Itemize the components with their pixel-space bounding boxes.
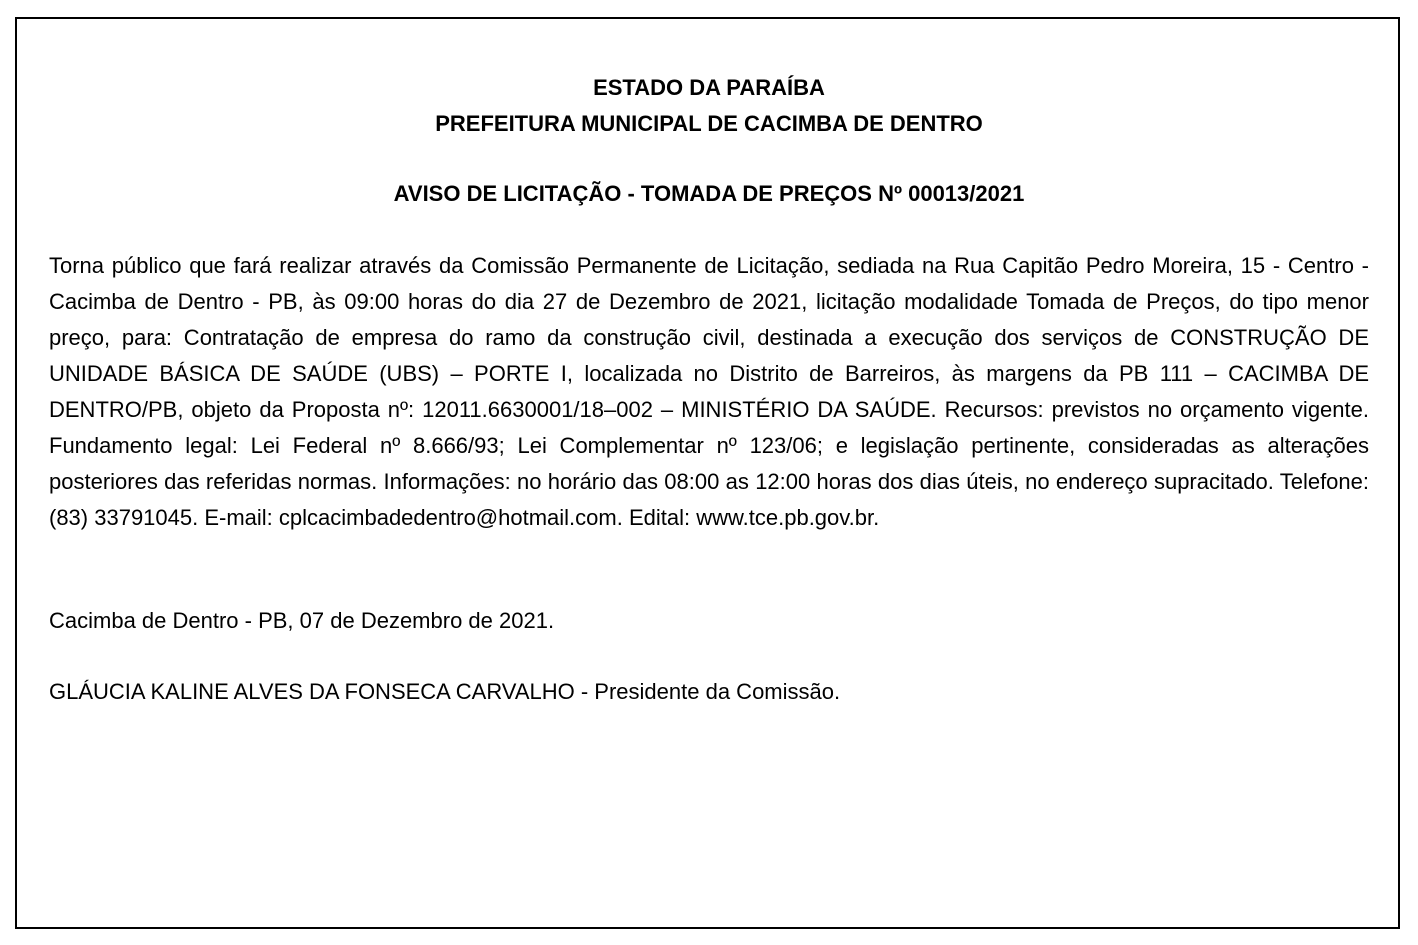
state-heading: ESTADO DA PARAÍBA <box>593 75 825 100</box>
place-and-date: Cacimba de Dentro - PB, 07 de Dezembro de 2021. <box>49 608 555 633</box>
municipality-heading: PREFEITURA MUNICIPAL DE CACIMBA DE DENTRO <box>435 111 983 136</box>
notice-title: AVISO DE LICITAÇÃO - TOMADA DE PREÇOS Nº 00013/2021 <box>393 181 1025 206</box>
notice-body-paragraph: Torna público que fará realizar através da Comissão Permanente de Licitação, sediada na Rua Capitão Pedro Moreira, 15 - Centro - Cacimba de Dentro - PB, às 09:00 horas do dia 27 de Dezembro de 2021, licitação modalidade Tomada de Preços, do tipo menor preço, para: Contratação de empresa do ramo da construção civil, destinada a execução dos serviços de CONSTRUÇÃO DE UNIDADE BÁSICA DE SAÚDE (UBS) – PORTE I, localizada no Distrito de Barreiros, às margens da PB 111 – CACIMBA DE DENTRO/PB, objeto da Proposta nº: 12011.6630001/18–002 – MINISTÉRIO DA SAÚDE. Recursos: previstos no orçamento vigente. Fundamento legal: Lei Federal nº 8.666/93; Lei Complementar nº 123/06; e legislação pertinente, consideradas as alterações posteriores das referidas normas. Informações: no horário das 08:00 as 12:00 horas dos dias úteis, no endereço supracitado. Telefone: (83) 33791045. E-mail: cplcacimbadedentro@hotmail.com. Edital: www.tce.pb.gov.br. <box>49 253 1369 530</box>
signature-line: GLÁUCIA KALINE ALVES DA FONSECA CARVALHO - Presidente da Comissão. <box>49 679 841 704</box>
